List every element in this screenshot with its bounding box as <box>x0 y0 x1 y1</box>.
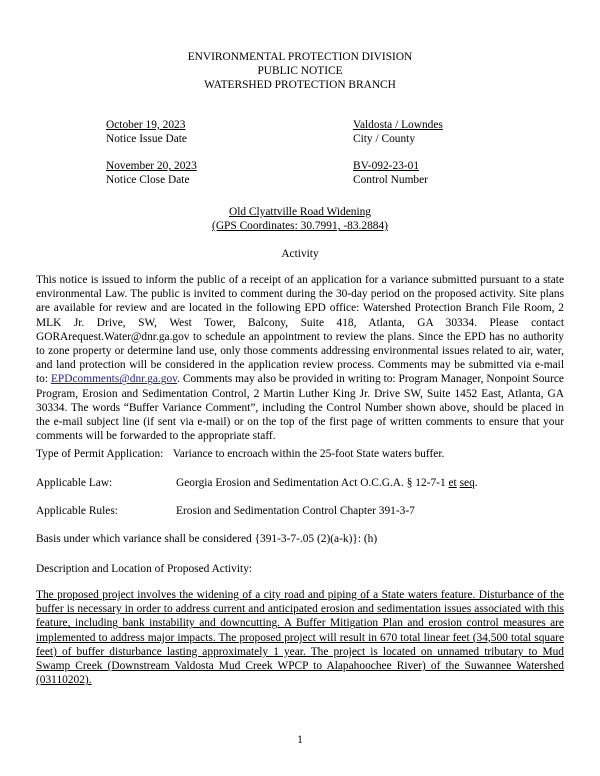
applicable-rules-value: Erosion and Sedimentation Control Chapter 391-3-7 <box>176 505 415 517</box>
variance-basis: Basis under which variance shall be considered {391-3-7-.05 (2)(a-k)}: (h) <box>36 533 378 545</box>
header-branch: WATERSHED PROTECTION BRANCH <box>204 79 396 92</box>
page-number: 1 <box>297 734 303 746</box>
description-text: The proposed project involves the widening of a city road and piping of a State waters feature. Disturbance of the buffer is necessary in order to address current and anticipated erosion and sedimentation issues associated with this feature, including bank instability and downcutting. A Buffer Mitigation Plan and erosion control measures are implemented to address major impacts. The proposed project will result in 670 total linear feet (34,500 total square feet) of buffer disturbance lasting approximately 1 year. The project is located on unnamed tributary to Mud Swamp Creek (Downstream Valdosta Mud Creek WPCP to Alapahoochee River) of the Suwannee Watershed (03110202). <box>36 589 564 687</box>
applicable-law-value: Georgia Erosion and Sedimentation Act O.C.G.A. § 12-7-1 <box>176 477 449 489</box>
control-number: BV-092-23-01 <box>353 160 420 173</box>
applicable-law-row <box>36 476 478 490</box>
project-name: Old Clyattville Road Widening <box>228 206 371 218</box>
close-date: November 20, 2023 <box>106 160 197 173</box>
issue-date-label: Notice Issue Date <box>106 133 187 146</box>
applicable-law-label: Applicable Law: <box>36 477 113 489</box>
notice-body <box>36 273 564 443</box>
project-title <box>0 205 600 233</box>
permit-type-row <box>36 447 444 461</box>
applicable-rules-row <box>36 504 415 518</box>
comments-email-link[interactable]: EPDcomments@dnr.ga.gov <box>50 373 178 386</box>
issue-date: October 19, 2023 <box>106 119 186 131</box>
city-county-label: City / County <box>353 133 416 146</box>
applicable-law-end: . <box>474 477 478 489</box>
header-division: ENVIRONMENTAL PROTECTION DIVISION <box>187 51 413 63</box>
permit-type-label: Type of Permit Application: <box>36 448 164 460</box>
control-number-label: Control Number <box>353 174 428 187</box>
applicable-law-seq: seq <box>459 477 475 489</box>
body-text-part1: This notice is issued to inform the public of a receipt of an application for a variance submitted pursuant to a state environmental Law. The public is invited to comment during the 30-day period on the proposed activity. Site plans are available for review and are located in the following EPD office: Watershed Protection Branch File Room, 2 MLK Jr. Drive, SW, West Tower, Balcony, Suite 418, Atlanta, GA 30334. Please contact GORArequest.Water@dnr.ga.gov to schedule an appointment to review the plans. Since the EPD has no authority to zone property or determine land use, only those comments addressing environmental issues related to air, water, and land protection will be considered in the application review process. Comments may be submitted via e-mail to: <box>36 274 564 386</box>
applicable-law-et: et <box>448 477 457 489</box>
notice-header <box>0 50 600 93</box>
notice-details <box>106 118 566 188</box>
close-date-label: Notice Close Date <box>106 174 190 187</box>
activity-heading: Activity <box>281 248 319 260</box>
description-label: Description and Location of Proposed Activity: <box>36 563 253 575</box>
permit-type-value: Variance to encroach within the 25-foot State waters buffer. <box>172 448 445 460</box>
city-county: Valdosta / Lowndes <box>353 119 443 131</box>
project-gps: (GPS Coordinates: 30.7991, -83.2884) <box>212 220 388 233</box>
applicable-rules-label: Applicable Rules: <box>36 505 118 517</box>
body-text-part2: . Comments may also be provided in writing to: Program Manager, Nonpoint Source Program, Erosion and Sedimentation Control, 2 Martin Luther King Jr. Drive SW, Suite 1452 East, Atlanta, GA 30334. The words “Buffer Variance Comment”, including the Control Number shown above, should be placed in the e-mail subject line (if sent via e-mail) or on the top of the first page of written comments to ensure that your comments will be forwarded to the appropriate staff. <box>36 373 564 443</box>
header-public-notice: PUBLIC NOTICE <box>257 65 343 78</box>
